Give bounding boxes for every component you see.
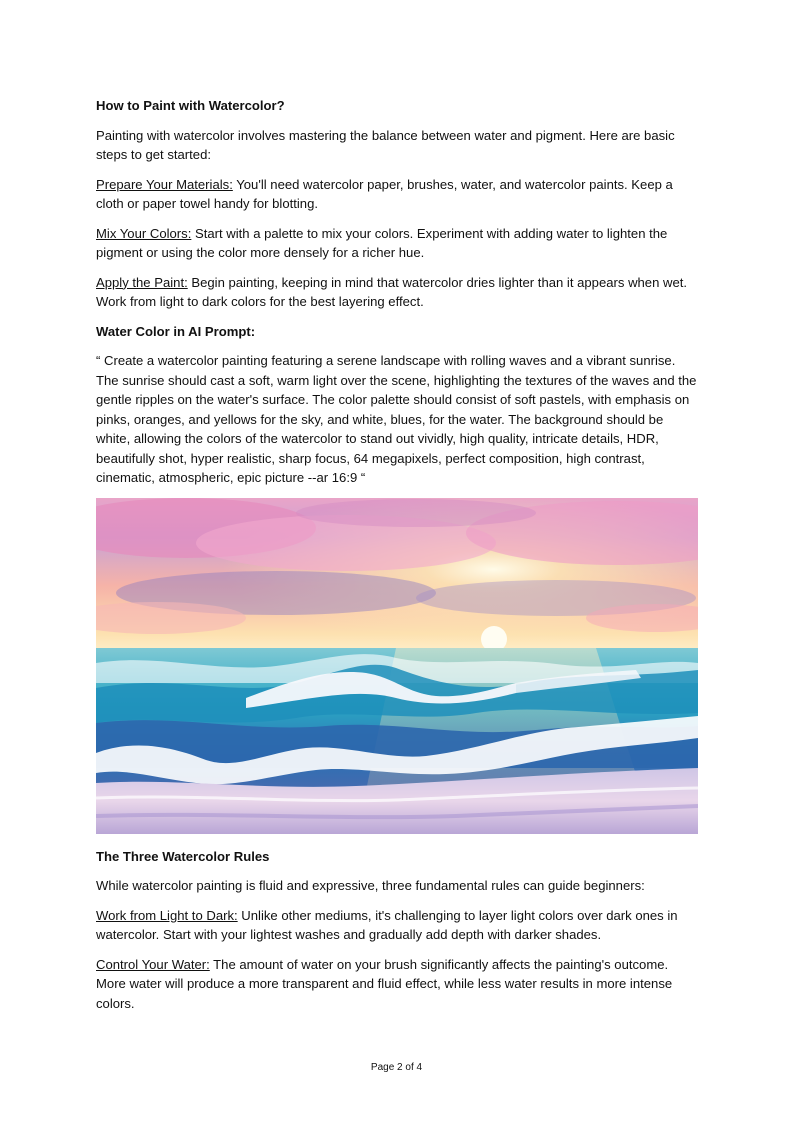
prompt-paragraph: “ Create a watercolor painting featuring a serene landscape with rolling waves and a vibrant sunrise. The sunrise should cast a soft, warm light over the scene, highlighting the textures of the waves and the gentle ripples on the water's surface. The color palette should consist of soft pastels, with emphasis on pinks, oranges, and yellows for the sky, and white, blues, for the water. The background should be white, allowing the colors of the watercolor to stand out vividly, high quality, intricate details, HDR, beautifully shot, hyper realistic, sharp focus, 64 megapixels, perfect composition, high contrast, cinematic, atmospheric, epic picture --ar 16:9 “ (96, 353, 697, 485)
page-content (96, 96, 698, 1023)
step-term: Prepare Your Materials: (96, 176, 233, 192)
rule-text: Unlike other mediums, it's challenging to layer light colors over dark ones in watercolor. Start with your lightest washes and gradually add depth with darker shades. (96, 907, 678, 942)
heading-three-rules: The Three Watercolor Rules (96, 848, 270, 864)
rule-light-to-dark (96, 906, 698, 945)
step-text: Begin painting, keeping in mind that watercolor dries lighter than it appears when wet. Work from light to dark colors for the best layering effect. (96, 274, 688, 309)
step-apply-paint (96, 273, 698, 312)
heading-ai-prompt: Water Color in AI Prompt: (96, 323, 256, 339)
step-term: Mix Your Colors: (96, 225, 192, 241)
rule-term: Control Your Water: (96, 956, 210, 972)
step-mix-colors (96, 224, 698, 263)
watercolor-seascape-image (96, 498, 698, 834)
rule-term: Work from Light to Dark: (96, 907, 238, 923)
step-prepare-materials (96, 175, 698, 214)
intro-paragraph: Painting with watercolor involves mastering the balance between water and pigment. Here are basic steps to get started: (96, 127, 675, 162)
rule-control-water (96, 955, 698, 1014)
heading-how-to-paint: How to Paint with Watercolor? (96, 98, 285, 113)
step-term: Apply the Paint: (96, 274, 188, 290)
rules-intro-paragraph: While watercolor painting is fluid and expressive, three fundamental rules can guide beginners: (96, 878, 645, 893)
page-number-footer: Page 2 of 4 (370, 1062, 423, 1073)
rule-text: The amount of water on your brush significantly affects the painting's outcome. More water will produce a more transparent and fluid effect, while less water results in more intense colors. (96, 956, 673, 1011)
step-text: Start with a palette to mix your colors. Experiment with adding water to lighten the pigment or using the color more densely for a richer hue. (96, 225, 668, 260)
step-text: You'll need watercolor paper, brushes, water, and watercolor paints. Keep a cloth or paper towel handy for blotting. (96, 176, 673, 211)
